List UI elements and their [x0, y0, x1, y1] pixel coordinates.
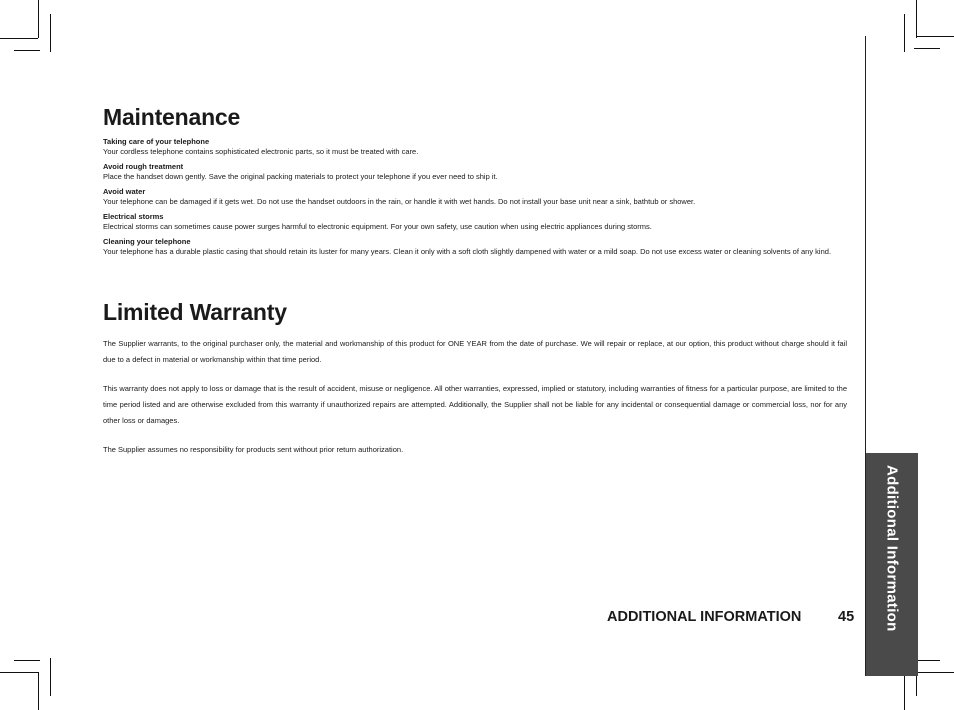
maintenance-item [103, 162, 847, 182]
maintenance-item-title: Cleaning your telephone [103, 237, 191, 246]
footer-section-label: ADDITIONAL INFORMATION [607, 609, 802, 625]
crop-mark [0, 38, 38, 39]
crop-mark [50, 14, 51, 52]
crop-mark [50, 658, 51, 696]
crop-mark [0, 672, 38, 673]
crop-mark [904, 14, 905, 52]
maintenance-section [103, 104, 847, 262]
crop-mark [14, 660, 40, 661]
maintenance-item [103, 237, 847, 257]
crop-mark [914, 48, 940, 49]
crop-mark [38, 672, 39, 710]
maintenance-item-title: Electrical storms [103, 212, 164, 221]
side-tab-label: Additional Information [883, 465, 901, 632]
maintenance-item [103, 137, 847, 157]
maintenance-item-text: Electrical storms can sometimes cause power surges harmful to electronic equipment. For your own safety, use caution when using electric appliances during storms. [103, 222, 652, 231]
page-number: 45 [838, 609, 855, 625]
maintenance-title: Maintenance [103, 104, 241, 130]
maintenance-item-text: Your telephone has a durable plastic casing that should retain its luster for many years. Clean it only with a soft cloth slightly dampened with water or a mild soap. Do not use excess water or cleaning solvents of any kind. [103, 247, 832, 256]
crop-mark [916, 672, 954, 673]
maintenance-item-text: Place the handset down gently. Save the original packing materials to protect your telephone if you ever need to ship it. [103, 172, 498, 181]
crop-mark [916, 36, 954, 37]
maintenance-item-title: Taking care of your telephone [103, 137, 210, 146]
warranty-paragraph: The Supplier assumes no responsibility for products sent without prior return authorization. [103, 445, 404, 454]
warranty-paragraph: This warranty does not apply to loss or damage that is the result of accident, misuse or negligence. All other warranties, expressed, implied or statutory, including warranties of fitness for a particular purpose, are limited to the time period listed and are otherwise excluded from this warranty if unauthorized repairs are attempted. Additionally, the Supplier shall not be liable for any incidental or consequential damage or commercial loss, nor for any other loss or damages. [103, 384, 847, 425]
side-tab [866, 453, 918, 676]
warranty-title: Limited Warranty [103, 299, 287, 325]
maintenance-item-title: Avoid water [103, 187, 146, 196]
maintenance-item-title: Avoid rough treatment [103, 162, 184, 171]
maintenance-item [103, 212, 847, 232]
warranty-paragraph: The Supplier warrants, to the original purchaser only, the material and workmanship of this product for ONE YEAR from the date of purchase. We will repair or replace, at our option, this product without charge should it fail due to a defect in material or workmanship within that time period. [103, 339, 847, 364]
crop-mark [904, 672, 905, 710]
crop-mark [14, 50, 40, 51]
maintenance-item-text: Your telephone can be damaged if it gets wet. Do not use the handset outdoors in the rain, or handle it with wet hands. Do not install your base unit near a sink, bathtub or shower. [103, 197, 696, 206]
crop-mark [916, 0, 917, 38]
crop-mark [38, 0, 39, 38]
maintenance-item-text: Your cordless telephone contains sophisticated electronic parts, so it must be treated with care. [103, 147, 419, 156]
maintenance-item [103, 187, 847, 207]
